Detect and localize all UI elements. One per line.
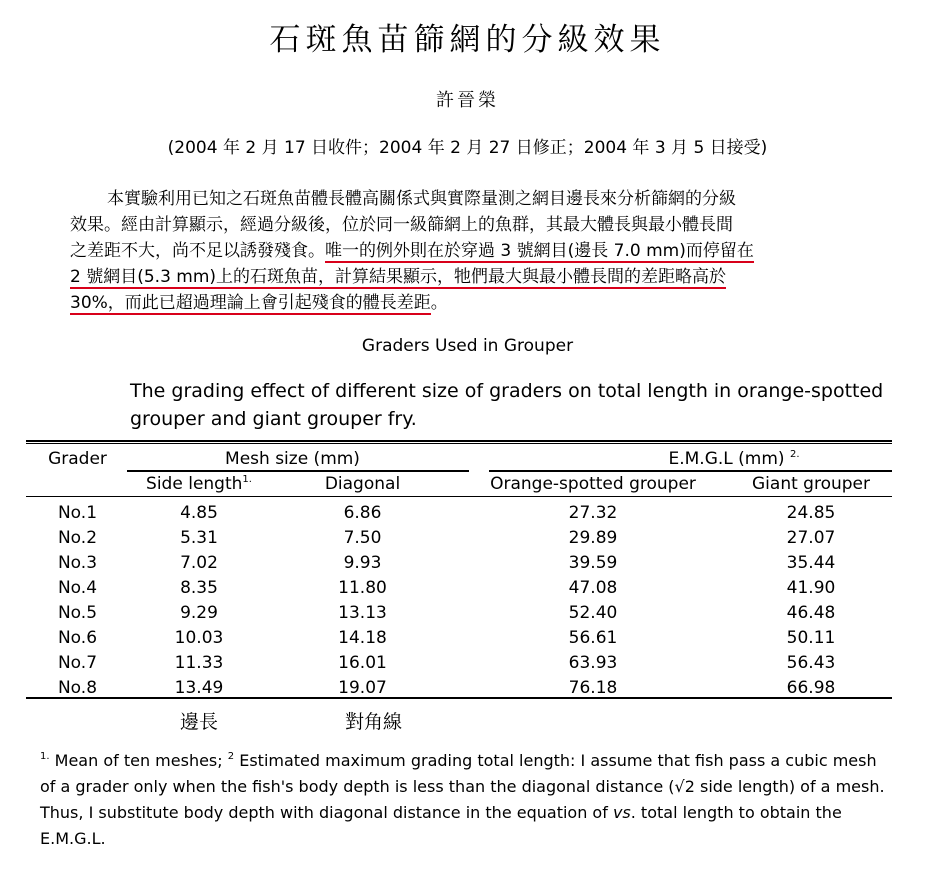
abstract-line-2: 效果。經由計算顯示，經過分級後，位於同一級篩網上的魚群，其最大體長與最小體長間 — [70, 215, 733, 235]
cell-side: 4.85 — [180, 502, 218, 523]
footnote-marker-2: 2 — [227, 751, 235, 762]
table-row — [26, 500, 892, 525]
label-side-length-zh: 邊長 — [180, 711, 219, 733]
label-diagonal-zh: 對角線 — [345, 711, 403, 733]
cell-giant: 41.90 — [786, 577, 836, 598]
subheader-diagonal: Diagonal — [324, 473, 401, 494]
section-heading: Graders Used in Grouper — [361, 336, 574, 356]
table-row — [26, 650, 892, 675]
cell-side: 13.49 — [174, 677, 224, 698]
abstract — [70, 186, 870, 316]
cell-side: 5.31 — [180, 527, 218, 548]
cell-orange: 39.59 — [568, 552, 618, 573]
cell-giant: 56.43 — [786, 652, 836, 673]
header-emgl — [456, 446, 892, 471]
table-row — [26, 575, 892, 600]
cell-diagonal: 9.93 — [343, 552, 382, 573]
cell-giant: 66.98 — [786, 677, 836, 698]
highlighted-text: 2 號網目(5.3 mm)上的石斑魚苗，計算結果顯示，牠們最大與最小體長間的差距略高於 — [70, 267, 727, 287]
cell-grader: No.8 — [57, 677, 98, 698]
subheader-giant: Giant grouper — [752, 473, 870, 494]
table-top-rule-inner — [26, 443, 892, 444]
cell-grader: No.6 — [57, 627, 98, 648]
table-caption: The grading effect of different size of graders on total length in orange-spotted grouper and giant grouper fry. — [130, 380, 884, 430]
cell-grader: No.7 — [57, 652, 98, 673]
cell-giant: 50.11 — [786, 627, 836, 648]
abstract-line-1: 本實驗利用已知之石斑魚苗體長體高關係式與實際量測之網目邊長來分析篩網的分級 — [107, 189, 736, 209]
cell-orange: 63.93 — [568, 652, 618, 673]
table-row — [26, 525, 892, 550]
cell-diagonal: 14.18 — [338, 627, 387, 648]
cell-giant: 46.48 — [786, 602, 836, 623]
header-emgl-label: E.M.G.L (mm) — [668, 448, 785, 469]
cell-side: 9.29 — [180, 602, 218, 623]
table-row — [26, 675, 892, 700]
cell-diagonal: 16.01 — [338, 652, 387, 673]
table-header-row — [26, 446, 892, 471]
subheader-side-length — [129, 471, 269, 496]
footnote-text-2-end: . total length to obtain the E.M.G.L. — [40, 803, 842, 848]
footnote-text-2: Estimated maximum grading total length: I assume that fish pass a cubic mesh of a grader only when the fish's body depth is less than the diagonal distance (√2 side length) of a mesh. Thus, I substitute body depth with diagonal distance in the equation of — [40, 751, 885, 822]
cell-diagonal: 13.13 — [338, 602, 387, 623]
cell-orange: 29.89 — [568, 527, 618, 548]
subheader-side-sup: 1. — [242, 473, 252, 485]
footnote-text-1: Mean of ten meshes; — [54, 751, 223, 770]
cell-side: 7.02 — [180, 552, 218, 573]
cell-grader: No.1 — [57, 502, 98, 523]
cell-diagonal: 7.50 — [343, 527, 382, 548]
cell-side: 8.35 — [180, 577, 218, 598]
cell-grader: No.2 — [57, 527, 98, 548]
cell-giant: 24.85 — [786, 502, 836, 523]
cell-diagonal: 6.86 — [343, 502, 382, 523]
cell-diagonal: 19.07 — [338, 677, 387, 698]
table-row — [26, 600, 892, 625]
abstract-line-5 — [70, 290, 870, 316]
abstract-text: 。 — [430, 293, 448, 313]
subheader-side-label: Side length — [146, 473, 243, 494]
header-emgl-sup: 2. — [789, 448, 800, 460]
table-row — [26, 625, 892, 650]
cell-orange: 47.08 — [568, 577, 618, 598]
header-mesh-size: Mesh size (mm) — [225, 448, 360, 469]
footnote — [40, 744, 890, 852]
submission-dates: (2004 年 2 月 17 日收件；2004 年 2 月 27 日修正；2004 年 3 月 5 日接受) — [167, 138, 768, 158]
cell-side: 11.33 — [174, 652, 224, 673]
cell-orange: 76.18 — [568, 677, 618, 698]
table-subheader-row — [26, 471, 892, 496]
cell-grader: No.3 — [57, 552, 98, 573]
abstract-text: 之差距不大，尚不足以誘發殘食。 — [70, 241, 325, 261]
footnote-marker-1: 1. — [40, 751, 50, 762]
cell-orange: 52.40 — [568, 602, 618, 623]
cell-side: 10.03 — [174, 627, 224, 648]
cell-giant: 27.07 — [786, 527, 836, 548]
cell-diagonal: 11.80 — [338, 577, 387, 598]
abstract-line-4 — [70, 264, 870, 290]
table-top-rule — [26, 440, 892, 442]
cell-orange: 56.61 — [568, 627, 618, 648]
cell-giant: 35.44 — [786, 552, 836, 573]
author-name: 許晉榮 — [436, 90, 499, 111]
highlighted-text: 唯一的例外則在於穿過 3 號網目(邊長 7.0 mm)而停留在 — [325, 241, 754, 261]
header-grader: Grader — [48, 448, 107, 469]
cell-grader: No.5 — [57, 602, 98, 623]
page-title: 石斑魚苗篩網的分級效果 — [269, 22, 666, 58]
cell-grader: No.4 — [57, 577, 98, 598]
subheader-orange-spotted: Orange-spotted grouper — [490, 473, 696, 494]
table-row — [26, 550, 892, 575]
highlighted-text: 30%，而此已超過理論上會引起殘食的體長差距 — [70, 293, 431, 313]
data-table — [26, 446, 892, 700]
cell-orange: 27.32 — [568, 502, 618, 523]
abstract-line-3 — [70, 238, 870, 264]
footnote-vs: vs — [612, 803, 631, 822]
